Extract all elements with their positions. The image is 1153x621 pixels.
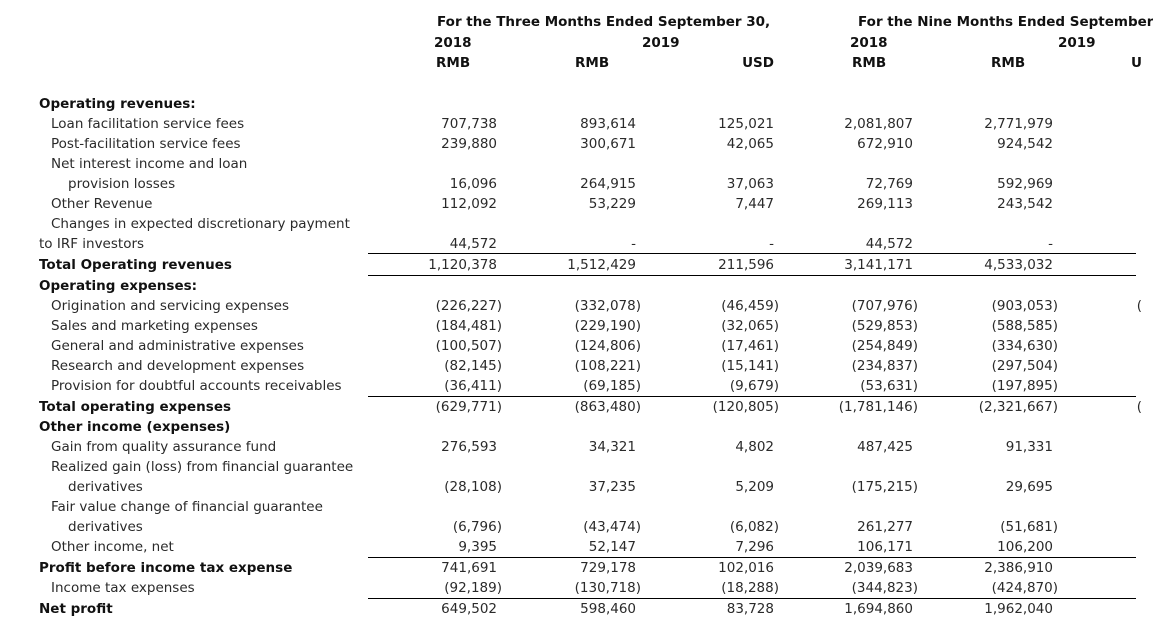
cell-3m-2019-usd: (9,679) — [729, 378, 779, 394]
cell-3m-2018-rmb: (629,771) — [435, 399, 502, 415]
cell-3m-2018-rmb: (28,108) — [444, 479, 502, 495]
cell-3m-2019-rmb: (43,474) — [583, 519, 641, 535]
cell-3m-2019-usd: (17,461) — [721, 338, 779, 354]
cell-9m-2019-rmb: (51,681) — [1000, 519, 1058, 535]
currency-header-3: RMB — [852, 55, 887, 71]
cell-3m-2019-usd: 211,596 — [718, 257, 774, 273]
row-label: Other Revenue — [51, 196, 153, 212]
cell-9m-2018-rmb: (53,631) — [860, 378, 918, 394]
cell-9m-2018-rmb: 487,425 — [857, 439, 913, 455]
cell-3m-2018-rmb: (6,796) — [452, 519, 502, 535]
table-row — [0, 457, 1136, 477]
three-months-header: For the Three Months Ended September 30, — [437, 14, 771, 30]
cell-3m-2018-rmb: 112,092 — [441, 196, 497, 212]
table-row — [0, 558, 1136, 578]
table-row — [0, 214, 1136, 234]
row-label: Post-facilitation service fees — [51, 136, 241, 152]
cell-3m-2019-usd: 42,065 — [726, 136, 774, 152]
cell-3m-2019-rmb: 1,512,429 — [567, 257, 636, 273]
rule-line — [368, 396, 1136, 397]
cell-3m-2019-usd: 125,021 — [718, 116, 774, 132]
cell-3m-2019-rmb: (863,480) — [574, 399, 641, 415]
row-label: Changes in expected discretionary payment — [51, 216, 350, 232]
cell-9m-2019-rmb: (424,870) — [991, 580, 1058, 596]
cell-9m-2019-rmb: (297,504) — [991, 358, 1058, 374]
cell-3m-2018-rmb: (184,481) — [435, 318, 502, 334]
cell-3m-2019-rmb: - — [631, 236, 636, 252]
currency-header-4: RMB — [991, 55, 1026, 71]
table-row — [0, 578, 1136, 598]
cell-9m-2018-rmb: 1,694,860 — [844, 601, 913, 617]
cell-3m-2019-usd: - — [769, 236, 774, 252]
cell-3m-2019-usd: (15,141) — [721, 358, 779, 374]
cell-9m-2018-rmb: 2,081,807 — [844, 116, 913, 132]
table-row — [0, 477, 1136, 497]
cell-3m-2018-rmb: (36,411) — [444, 378, 502, 394]
row-label: Net profit — [39, 601, 113, 617]
cell-9m-2019-rmb: (903,053) — [991, 298, 1058, 314]
year-header-3m-2019: 2019 — [642, 35, 680, 51]
row-label: Net interest income and loan — [51, 156, 248, 172]
currency-header-5: U — [1131, 55, 1142, 71]
cell-3m-2018-rmb: 44,572 — [449, 236, 497, 252]
cell-3m-2019-usd: (120,805) — [712, 399, 779, 415]
cell-9m-2018-rmb: 44,572 — [865, 236, 913, 252]
cell-9m-2019-rmb: (197,895) — [991, 378, 1058, 394]
cell-3m-2019-usd: (32,065) — [721, 318, 779, 334]
cell-3m-2018-rmb: 276,593 — [441, 439, 497, 455]
cell-3m-2018-rmb: (100,507) — [435, 338, 502, 354]
row-label: Sales and marketing expenses — [51, 318, 258, 334]
table-row — [0, 397, 1142, 417]
cell-3m-2019-usd: (6,082) — [729, 519, 779, 535]
cell-3m-2018-rmb: 707,738 — [441, 116, 497, 132]
row-label: provision losses — [68, 176, 176, 192]
cell-3m-2018-rmb: 239,880 — [441, 136, 497, 152]
cell-3m-2018-rmb: 9,395 — [458, 539, 497, 555]
cell-9m-2019-usd: ( — [1136, 298, 1142, 314]
currency-header-2: USD — [742, 55, 774, 71]
table-row — [0, 296, 1142, 316]
row-label: Operating revenues: — [39, 96, 196, 112]
table-row — [0, 599, 1136, 619]
cell-3m-2019-rmb: 300,671 — [580, 136, 636, 152]
cell-3m-2018-rmb: (226,227) — [435, 298, 502, 314]
cell-9m-2018-rmb: (529,853) — [851, 318, 918, 334]
currency-header-0: RMB — [436, 55, 471, 71]
row-label: derivatives — [68, 479, 143, 495]
row-label: Realized gain (loss) from financial guarantee — [51, 459, 354, 475]
cell-9m-2018-rmb: 261,277 — [857, 519, 913, 535]
table-row — [0, 376, 1136, 396]
table-row — [0, 497, 1136, 517]
cell-3m-2019-rmb: (332,078) — [574, 298, 641, 314]
cell-3m-2019-rmb: 598,460 — [580, 601, 636, 617]
year-header-9m-2018: 2018 — [850, 35, 888, 51]
cell-9m-2018-rmb: 3,141,171 — [844, 257, 913, 273]
rule-line — [368, 275, 1136, 276]
cell-3m-2019-usd: 83,728 — [726, 601, 774, 617]
table-row — [0, 417, 1136, 437]
table-row — [0, 336, 1136, 356]
cell-9m-2018-rmb: (175,215) — [851, 479, 918, 495]
cell-3m-2019-rmb: 893,614 — [580, 116, 636, 132]
table-row — [0, 537, 1136, 557]
cell-3m-2018-rmb: 649,502 — [441, 601, 497, 617]
cell-3m-2019-rmb: (69,185) — [583, 378, 641, 394]
cell-9m-2019-usd: ( — [1136, 399, 1142, 415]
cell-3m-2019-usd: (18,288) — [721, 580, 779, 596]
table-row — [0, 276, 1136, 296]
row-label: Gain from quality assurance fund — [51, 439, 277, 455]
cell-9m-2018-rmb: (1,781,146) — [838, 399, 918, 415]
cell-3m-2019-rmb: 37,235 — [588, 479, 636, 495]
row-label: Research and development expenses — [51, 358, 305, 374]
table-row — [0, 174, 1136, 194]
table-row — [0, 194, 1136, 214]
cell-3m-2019-rmb: 52,147 — [588, 539, 636, 555]
cell-3m-2018-rmb: 16,096 — [449, 176, 497, 192]
row-label: Fair value change of financial guarantee — [51, 499, 323, 515]
year-header-3m-2018: 2018 — [434, 35, 472, 51]
cell-3m-2019-usd: 7,447 — [735, 196, 774, 212]
row-label: Total Operating revenues — [39, 257, 232, 273]
cell-3m-2019-usd: (46,459) — [721, 298, 779, 314]
cell-9m-2018-rmb: 269,113 — [857, 196, 913, 212]
cell-9m-2018-rmb: (254,849) — [851, 338, 918, 354]
currency-header-1: RMB — [575, 55, 610, 71]
cell-9m-2018-rmb: 672,910 — [857, 136, 913, 152]
cell-9m-2018-rmb: 72,769 — [865, 176, 913, 192]
cell-9m-2018-rmb: (707,976) — [851, 298, 918, 314]
cell-9m-2019-rmb: 2,386,910 — [984, 560, 1053, 576]
cell-9m-2019-rmb: 91,331 — [1005, 439, 1053, 455]
cell-9m-2019-rmb: (2,321,667) — [978, 399, 1058, 415]
cell-3m-2019-usd: 5,209 — [735, 479, 774, 495]
row-label: Operating expenses: — [39, 278, 198, 294]
cell-9m-2019-rmb: (334,630) — [991, 338, 1058, 354]
table-row — [0, 234, 1136, 254]
table-row — [0, 154, 1136, 174]
row-label: Loan facilitation service fees — [51, 116, 245, 132]
cell-9m-2019-rmb: - — [1048, 236, 1053, 252]
cell-9m-2018-rmb: (344,823) — [851, 580, 918, 596]
cell-3m-2019-rmb: (124,806) — [574, 338, 641, 354]
cell-3m-2019-usd: 102,016 — [718, 560, 774, 576]
cell-3m-2019-rmb: (108,221) — [574, 358, 641, 374]
cell-3m-2019-rmb: (130,718) — [574, 580, 641, 596]
cell-3m-2019-usd: 4,802 — [735, 439, 774, 455]
cell-9m-2019-rmb: 592,969 — [997, 176, 1053, 192]
cell-3m-2018-rmb: (92,189) — [444, 580, 502, 596]
cell-9m-2019-rmb: 4,533,032 — [984, 257, 1053, 273]
cell-9m-2019-rmb: 106,200 — [997, 539, 1053, 555]
row-label: derivatives — [68, 519, 143, 535]
row-label: Profit before income tax expense — [39, 560, 293, 576]
table-row — [0, 134, 1136, 154]
row-label: to IRF investors — [39, 236, 145, 252]
table-row — [0, 94, 1136, 114]
cell-9m-2019-rmb: 1,962,040 — [984, 601, 1053, 617]
cell-9m-2019-rmb: 924,542 — [997, 136, 1053, 152]
cell-3m-2019-usd: 37,063 — [726, 176, 774, 192]
table-row — [0, 517, 1136, 537]
table-row — [0, 316, 1136, 336]
row-label: Total operating expenses — [39, 399, 232, 415]
rule-line — [368, 557, 1136, 558]
cell-9m-2019-rmb: 2,771,979 — [984, 116, 1053, 132]
table-row — [0, 356, 1136, 376]
row-label: Provision for doubtful accounts receivables — [51, 378, 342, 394]
nine-months-header: For the Nine Months Ended September — [858, 14, 1153, 30]
cell-3m-2018-rmb: 1,120,378 — [428, 257, 497, 273]
cell-3m-2019-rmb: 264,915 — [580, 176, 636, 192]
cell-3m-2019-rmb: 53,229 — [588, 196, 636, 212]
row-label: Income tax expenses — [51, 580, 195, 596]
cell-9m-2019-rmb: (588,585) — [991, 318, 1058, 334]
rule-line — [368, 598, 1136, 599]
row-label: Other income (expenses) — [39, 419, 231, 435]
cell-3m-2018-rmb: (82,145) — [444, 358, 502, 374]
cell-9m-2018-rmb: 2,039,683 — [844, 560, 913, 576]
cell-9m-2019-rmb: 243,542 — [997, 196, 1053, 212]
cell-9m-2019-rmb: 29,695 — [1005, 479, 1053, 495]
cell-3m-2019-rmb: 729,178 — [580, 560, 636, 576]
table-row — [0, 437, 1136, 457]
row-label: General and administrative expenses — [51, 338, 304, 354]
cell-9m-2018-rmb: 106,171 — [857, 539, 913, 555]
table-row — [0, 114, 1136, 134]
year-header-9m-2019: 2019 — [1058, 35, 1096, 51]
table-row — [0, 255, 1136, 275]
cell-3m-2019-usd: 7,296 — [735, 539, 774, 555]
cell-3m-2019-rmb: (229,190) — [574, 318, 641, 334]
cell-9m-2018-rmb: (234,837) — [851, 358, 918, 374]
cell-3m-2019-rmb: 34,321 — [588, 439, 636, 455]
row-label: Other income, net — [51, 539, 174, 555]
row-label: Origination and servicing expenses — [51, 298, 289, 314]
cell-3m-2018-rmb: 741,691 — [441, 560, 497, 576]
rule-line — [368, 253, 1136, 254]
